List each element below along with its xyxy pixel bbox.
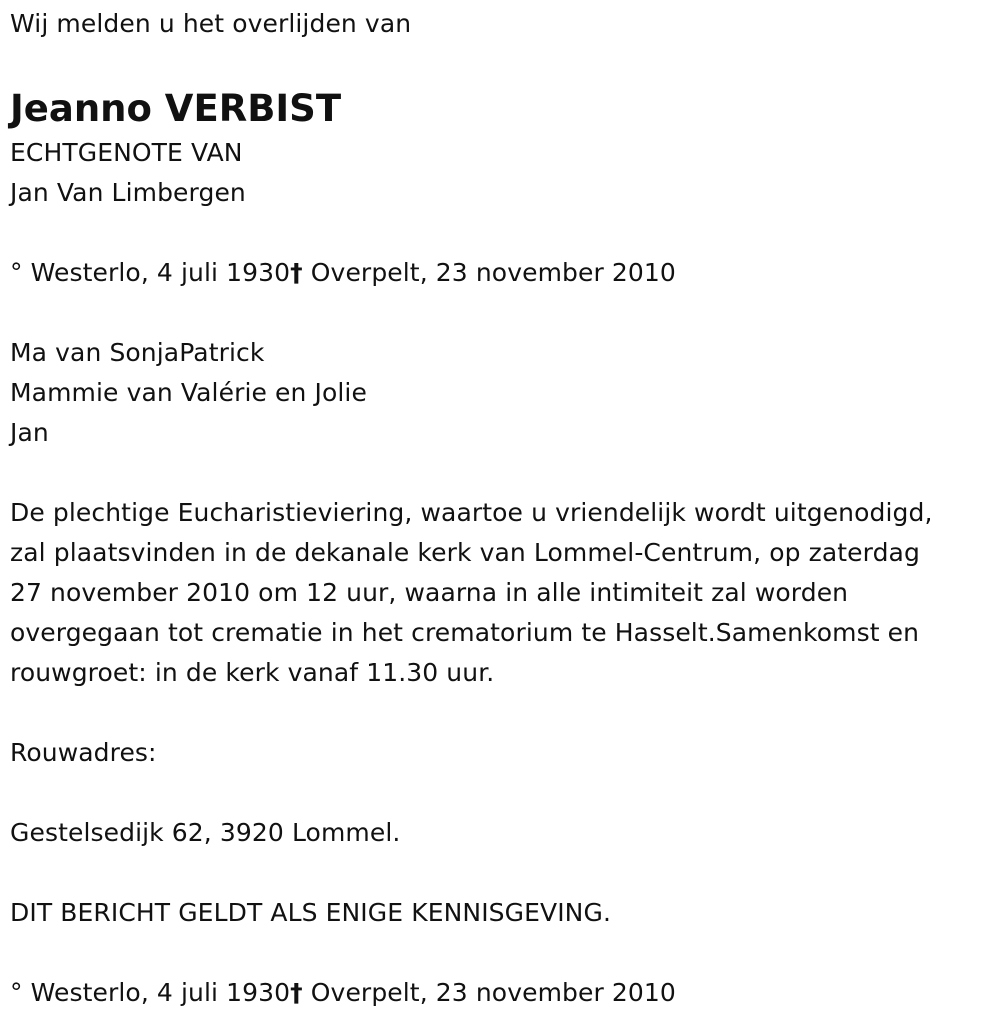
death-cross-icon: † <box>290 978 303 1007</box>
ceremony-line: overgegaan tot crematie in het crematorium te Hasselt.Samenkomst en <box>10 618 920 647</box>
family-line: Jan <box>10 418 49 447</box>
ceremony-line: zal plaatsvinden in de dekanale kerk van Lommel-Centrum, op zaterdag <box>10 538 920 567</box>
address-label: Rouwadres: <box>10 738 157 767</box>
intro-text: Wij melden u het overlijden van <box>10 9 412 38</box>
family-line: Ma van SonjaPatrick <box>10 338 265 367</box>
birth-death-dates <box>10 253 995 293</box>
birth-info: Westerlo, 4 juli 1930 <box>22 978 291 1007</box>
ceremony-line: De plechtige Eucharistieviering, waartoe u vriendelijk wordt uitgenodigd, <box>10 498 933 527</box>
deceased-name: Jeanno VERBIST <box>10 87 342 130</box>
birth-symbol: ° <box>10 258 23 287</box>
birth-symbol: ° <box>10 978 23 1007</box>
relation-label: ECHTGENOTE VAN <box>10 138 243 167</box>
family-line: Mammie van Valérie en Jolie <box>10 378 367 407</box>
ceremony-paragraph <box>10 493 995 693</box>
death-info: Overpelt, 23 november 2010 <box>302 978 676 1007</box>
obituary-notice <box>10 0 995 1013</box>
birth-info: Westerlo, 4 juli 1930 <box>22 258 291 287</box>
death-info: Overpelt, 23 november 2010 <box>302 258 676 287</box>
mourning-address: Gestelsedijk 62, 3920 Lommel. <box>10 818 401 847</box>
birth-death-dates-footer <box>10 973 995 1013</box>
notice-disclaimer: DIT BERICHT GELDT ALS ENIGE KENNISGEVING. <box>10 898 611 927</box>
spouse-name: Jan Van Limbergen <box>10 178 246 207</box>
death-cross-icon: † <box>290 258 303 287</box>
ceremony-line: 27 november 2010 om 12 uur, waarna in alle intimiteit zal worden <box>10 578 849 607</box>
ceremony-line: rouwgroet: in de kerk vanaf 11.30 uur. <box>10 658 495 687</box>
